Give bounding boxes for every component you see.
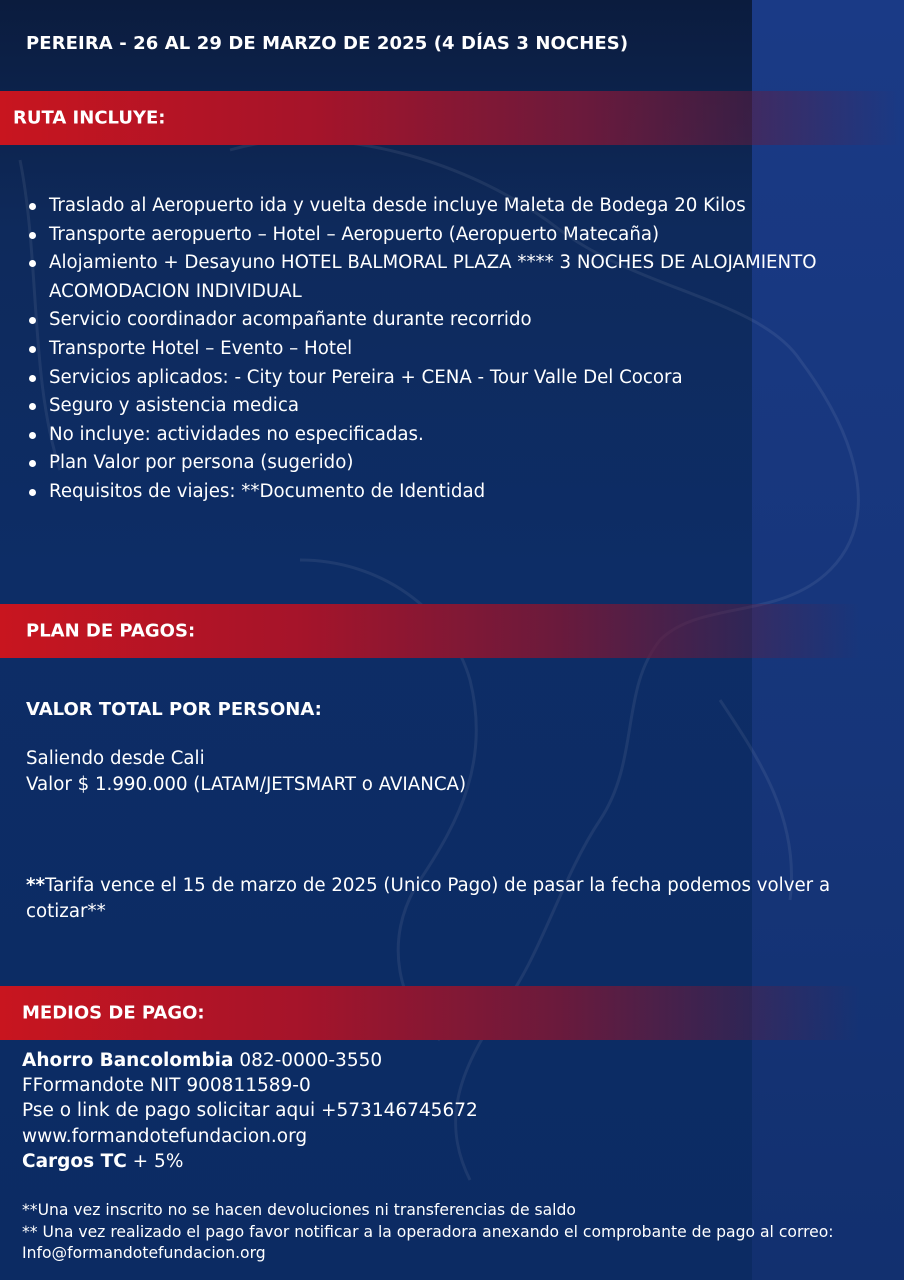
bank-account-number: 082-0000-3550 (233, 1050, 383, 1071)
bank-label: Ahorro Bancolombia (22, 1050, 234, 1071)
payment-details (22, 1048, 882, 1174)
route-heading: RUTA INCLUYE: (13, 107, 166, 129)
nit-line: FFormandote NIT 900811589-0 (22, 1075, 311, 1097)
payment-methods-banner (0, 986, 860, 1040)
list-item: Traslado al Aeropuerto ida y vuelta desde incluye Maleta de Bodega 20 Kilos (28, 192, 868, 221)
route-banner (0, 91, 900, 145)
list-item: Servicio coordinador acompañante durante recorrido (28, 306, 868, 335)
card-fee-line (22, 1149, 882, 1174)
price-text: Valor $ 1.990.000 (LATAM/JETSMART o AVIANCA) (26, 774, 467, 795)
list-item: Alojamiento + Desayuno HOTEL BALMORAL PLAZA **** 3 NOCHES DE ALOJAMIENTO ACOMODACION INDIVIDUAL (28, 249, 868, 306)
list-item: Transporte aeropuerto – Hotel – Aeropuerto (Aeropuerto Matecaña) (28, 221, 868, 250)
payment-methods-heading: MEDIOS DE PAGO: (22, 1002, 205, 1024)
list-item: Transporte Hotel – Evento – Hotel (28, 335, 868, 364)
fare-expiry-note (26, 873, 876, 925)
list-item: No incluye: actividades no especificadas. (28, 421, 868, 450)
list-item: Plan Valor por persona (sugerido) (28, 449, 868, 478)
bank-account-line (22, 1048, 882, 1073)
price-heading: VALOR TOTAL POR PERSONA: (26, 699, 322, 720)
route-list (28, 192, 868, 507)
list-item: Servicios aplicados: - City tour Pereira + CENA - Tour Valle Del Cocora (28, 364, 868, 393)
list-item: Requisitos de viajes: **Documento de Identidad (28, 478, 868, 507)
card-label: Cargos TC (22, 1150, 127, 1172)
payments-plan-banner (0, 604, 860, 658)
page-title: PEREIRA - 26 AL 29 DE MARZO DE 2025 (4 DÍAS 3 NOCHES) (26, 33, 629, 54)
payments-plan-heading: PLAN DE PAGOS: (26, 620, 196, 642)
list-item: Seguro y asistencia medica (28, 392, 868, 421)
card-fee: + 5% (126, 1150, 184, 1172)
fare-note-text: Tarifa vence el 15 de marzo de 2025 (Unico Pago) de pasar la fecha podemos volver a cotizar** (26, 875, 831, 922)
footnote-refund: **Una vez inscrito no se hacen devoluciones ni transferencias de saldo (22, 1201, 576, 1219)
pse-line: Pse o link de pago solicitar aqui +573146745672 (22, 1100, 478, 1122)
fare-note-marker: ** (26, 875, 46, 896)
footnote-notify: ** Una vez realizado el pago favor notificar a la operadora anexando el comprobante de pago al correo: Info@formandotefundacion.org (22, 1222, 834, 1263)
website-link[interactable]: www.formandotefundacion.org (22, 1125, 308, 1147)
footnotes (22, 1200, 892, 1265)
departure-text: Saliendo desde Cali (26, 748, 205, 769)
